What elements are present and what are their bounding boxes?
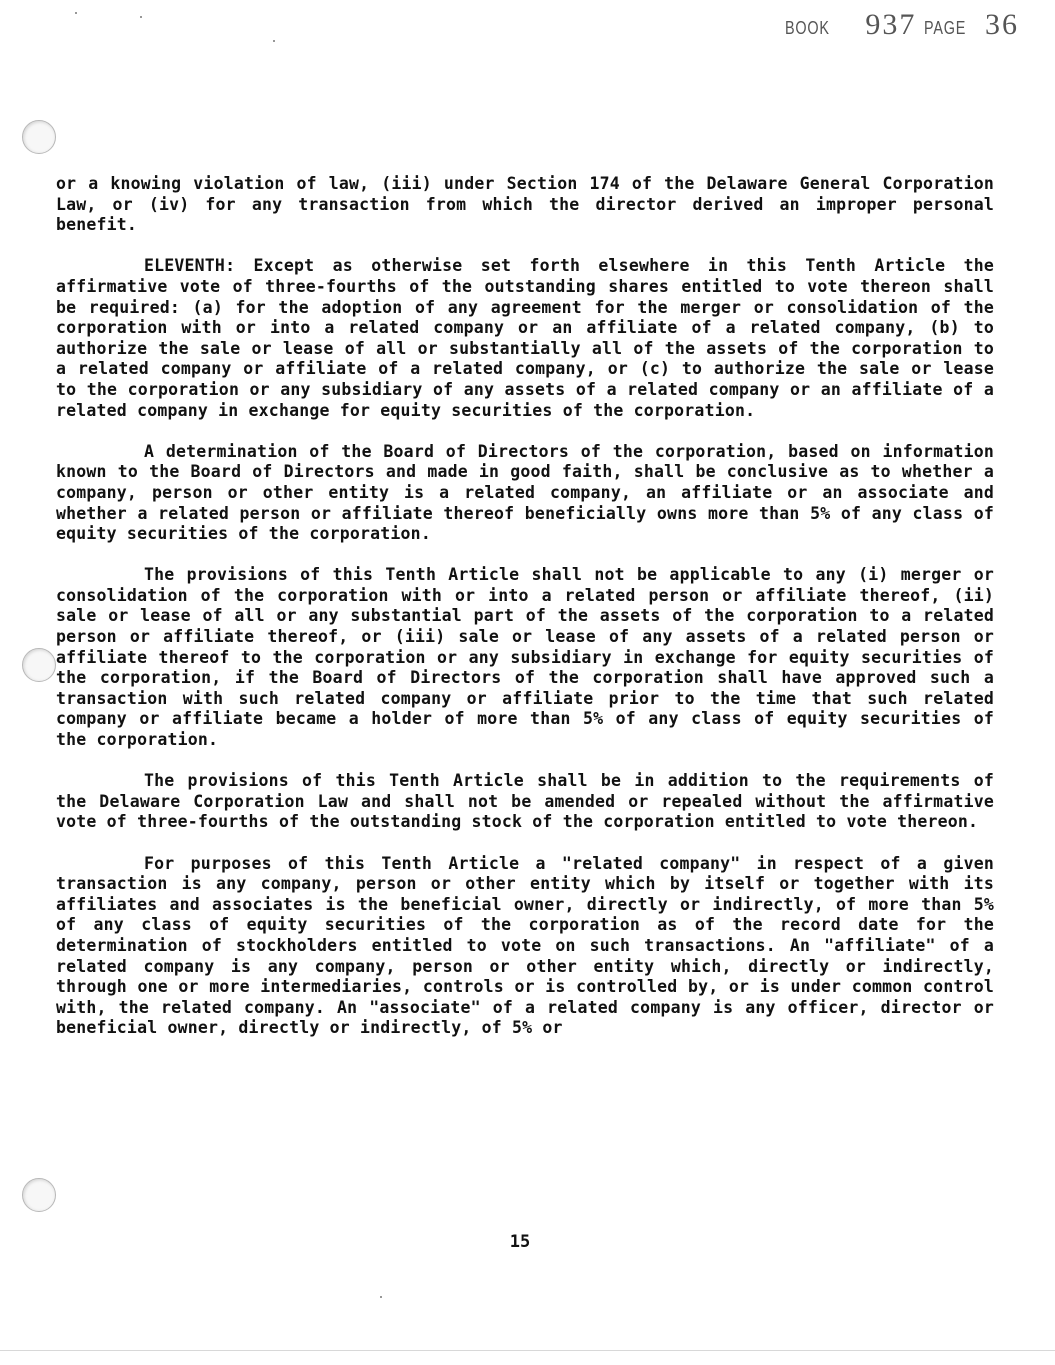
document-body	[56, 174, 994, 1060]
scan-speck	[380, 1296, 382, 1298]
paragraph-provisions-amendment: The provisions of this Tenth Article shall be in addition to the requirements of the Delaware Corporation Law and shall not be amended or repealed without the affirmative vote of three-fourths of the outstanding stock of the corporation entitled to vote thereon.	[56, 771, 994, 832]
paragraph-continuation: or a knowing violation of law, (iii) under Section 174 of the Delaware General Corporation Law, or (iv) for any transaction from which the director derived an improper personal benefit.	[56, 174, 994, 235]
punch-hole-bottom	[22, 1178, 56, 1212]
book-page-stamp	[785, 8, 1019, 42]
scan-speck	[75, 12, 77, 14]
paragraph-eleventh: ELEVENTH: Except as otherwise set forth elsewhere in this Tenth Article the affirmative vote of three-fourths of the outstanding shares entitled to vote thereon shall be required: (a) for the adoption of any agreement for the merger or consolidation of the corporation with or into a related company or an affiliate of a related company, (b) to authorize the sale or lease of all or substantially all of the assets of the corporation to a related company or affiliate of a related company, or (c) to authorize the sale or lease to the corporation or any subsidiary of any assets of a related company or an affiliate of a related company in exchange for equity securities of the corporation.	[56, 256, 994, 420]
scan-edge-line	[0, 1350, 1055, 1351]
punch-hole-middle	[22, 648, 56, 682]
paragraph-determination: A determination of the Board of Directors of the corporation, based on information known to the Board of Directors and made in good faith, shall be conclusive as to whether a company, person or other entity is a related company, an affiliate or an associate and whether a related person or affiliate thereof beneficially owns more than 5% of any class of equity securities of the corporation.	[56, 441, 994, 544]
book-number: 937	[865, 8, 917, 41]
book-label: BOOK	[785, 18, 831, 38]
paragraph-provisions-applicability: The provisions of this Tenth Article shall not be applicable to any (i) merger or consolidation of the corporation with or into a related person or affiliate thereof, (ii) sale or lease of all or any substantial part of the assets of the corporation to a related person or affiliate thereof, or (iii) sale or lease of any assets of a related person or affiliate thereof to the corporation or any subsidiary in exchange for equity securities of the corporation, if the Board of Directors of the corporation shall have approved such a transaction with such related company or affiliate prior to the time that such related company or affiliate became a holder of more than 5% of any class of equity securities of the corporation.	[56, 565, 994, 750]
scan-speck	[273, 40, 275, 42]
page-stamp-number: 36	[985, 8, 1019, 41]
page-label: PAGE	[924, 18, 967, 38]
page-number: 15	[509, 1232, 531, 1252]
paragraph-definitions: For purposes of this Tenth Article a "related company" in respect of a given transaction is any company, person or other entity which by itself or together with its affiliates and associates is the beneficial owner, directly or indirectly, of more than 5% of any class of equity securities of the corporation as of the record date for the determination of stockholders entitled to vote on such transactions. An "affiliate" of a related company is any company, person or other entity which, directly or indirectly, through one or more intermediaries, controls or is controlled by, or is under common control with, the related company. An "associate" of a related company is any officer, director or beneficial owner, directly or indirectly, of 5% or	[56, 853, 994, 1038]
scan-speck	[140, 16, 142, 18]
punch-hole-top	[22, 120, 56, 154]
